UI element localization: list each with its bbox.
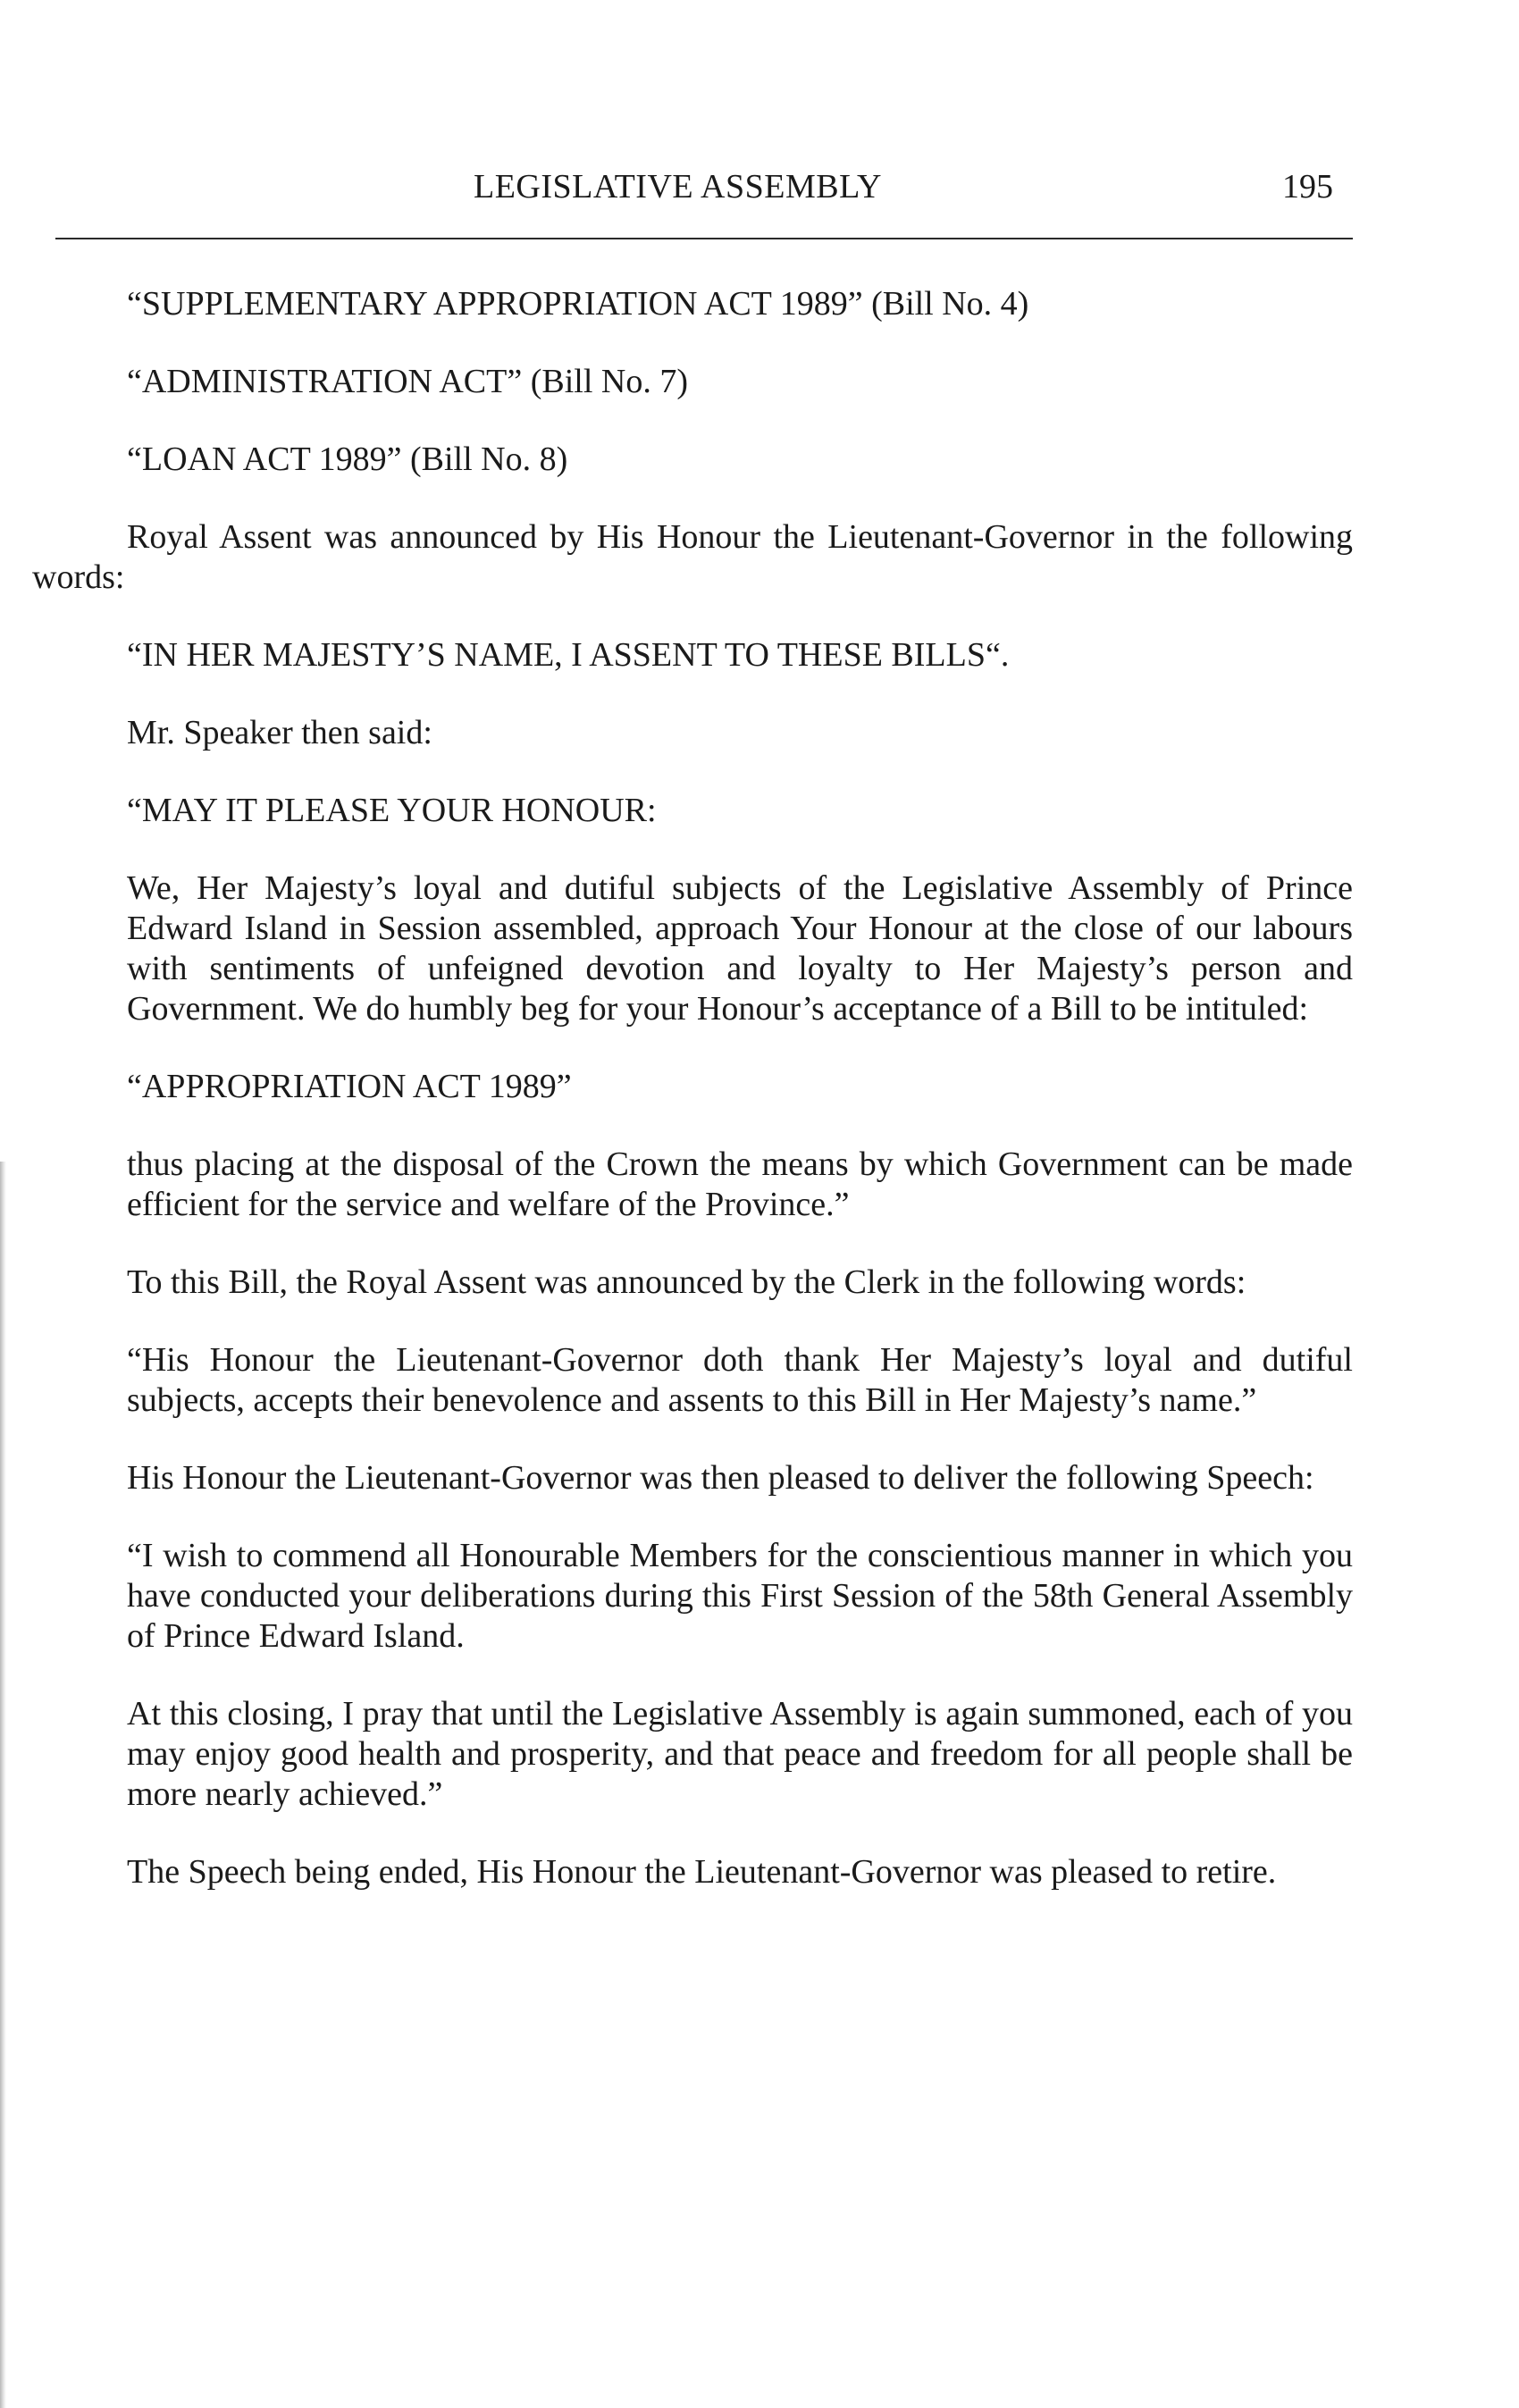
body-paragraph: Mr. Speaker then said:: [127, 714, 432, 751]
page-body: [0, 284, 1519, 1892]
page-number: 195: [1282, 168, 1333, 206]
body-paragraph: At this closing, I pray that until the Legislative Assembly is again summoned, each of you may enjoy good health and prosperity, and that peace and freedom for all people shall be more nearly achieved.”: [127, 1695, 1353, 1813]
body-paragraph: We, Her Majesty’s loyal and dutiful subjects of the Legislative Assembly of Prince Edward Island in Session assembled, approach Your Honour at the close of our labours with sentiments of unfeigned devotion and loyalty to Her Majesty’s person and Government. We do humbly beg for your Honour’s acceptance of a Bill to be intituled:: [127, 869, 1353, 1028]
body-paragraph: “LOAN ACT 1989” (Bill No. 8): [127, 440, 568, 478]
body-paragraph: “I wish to commend all Honourable Members for the conscientious manner in which you have conducted your deliberations during this First Session of the 58th General Assembly of Prince Edward Island.: [127, 1537, 1353, 1655]
body-paragraph: “APPROPRIATION ACT 1989”: [127, 1068, 572, 1105]
body-paragraph: The Speech being ended, His Honour the Lieutenant-Governor was pleased to retire.: [127, 1853, 1277, 1891]
body-paragraph: thus placing at the disposal of the Crown the means by which Government can be made efficient for the service and welfare of the Province.”: [127, 1145, 1353, 1223]
body-paragraph: Royal Assent was announced by His Honour the Lieutenant-Governor in the following words:: [32, 518, 1353, 596]
body-paragraph: “His Honour the Lieutenant-Governor doth thank Her Majesty’s loyal and dutiful subjects, accepts their benevolence and assents to this Bill in Her Majesty’s name.”: [127, 1341, 1353, 1419]
page-header: [0, 166, 1519, 211]
running-title: LEGISLATIVE ASSEMBLY: [474, 168, 882, 206]
body-paragraph: “IN HER MAJESTY’S NAME, I ASSENT TO THESE BILLS“.: [127, 636, 1010, 674]
body-paragraph: “SUPPLEMENTARY APPROPRIATION ACT 1989” (Bill No. 4): [127, 285, 1029, 323]
body-paragraph: “ADMINISTRATION ACT” (Bill No. 7): [127, 363, 689, 400]
body-paragraph: To this Bill, the Royal Assent was announced by the Clerk in the following words:: [127, 1263, 1246, 1301]
header-rule: [55, 238, 1353, 239]
body-paragraph: His Honour the Lieutenant-Governor was then pleased to deliver the following Speech:: [127, 1459, 1314, 1497]
body-paragraph: “MAY IT PLEASE YOUR HONOUR:: [127, 792, 657, 829]
